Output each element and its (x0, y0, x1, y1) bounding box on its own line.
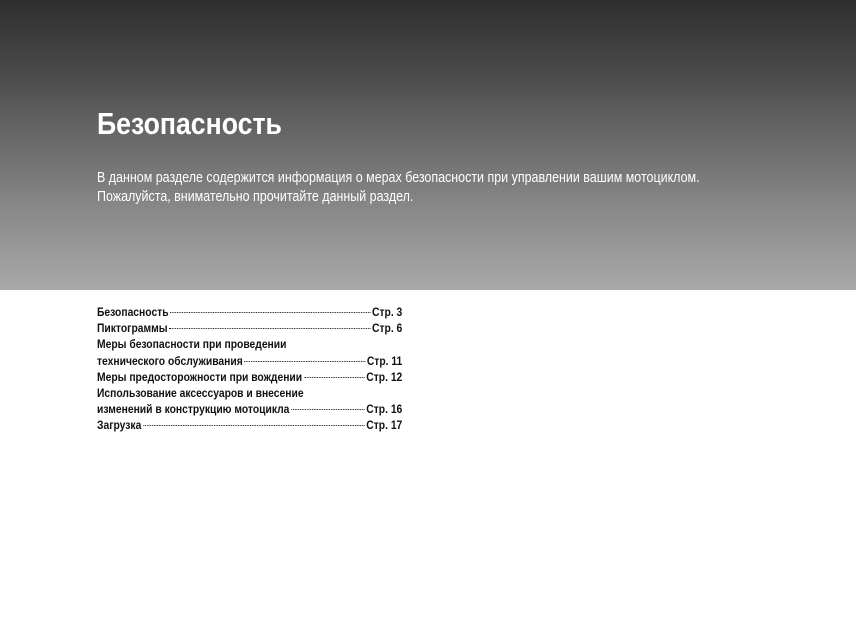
section-title: Безопасность (97, 106, 282, 141)
dot-leader (244, 361, 365, 362)
toc-entry-maintenance[interactable] (97, 353, 402, 369)
toc-entry-accessories[interactable] (97, 401, 402, 417)
table-of-contents (97, 304, 402, 434)
toc-page-ref: Стр. 17 (366, 418, 403, 433)
toc-entry-maintenance-line1[interactable]: Меры безопасности при проведении (97, 337, 287, 352)
toc-entry-label: Меры предосторожности при вождении (97, 369, 303, 384)
toc-page-ref: Стр. 3 (372, 305, 403, 319)
intro-line: В данном разделе содержится информация о мерах безопасности при управлении вашим мотоциклом. (97, 170, 700, 186)
dot-leader (304, 377, 365, 378)
toc-page-ref: Стр. 6 (372, 321, 403, 336)
toc-entry-label: Загрузка (97, 418, 142, 433)
intro-line: Пожалуйста, внимательно прочитайте данный раздел. (97, 189, 414, 205)
toc-entry-safety[interactable] (97, 304, 402, 320)
dot-leader (291, 409, 364, 410)
section-header-band (0, 0, 856, 290)
dot-leader (170, 312, 370, 313)
toc-page-ref: Стр. 16 (366, 402, 403, 417)
toc-entry-label: изменений в конструкцию мотоцикла (97, 402, 290, 417)
toc-entry-loading[interactable] (97, 417, 402, 433)
toc-entry-label: Пиктограммы (97, 321, 168, 336)
toc-entry-riding-precautions[interactable] (97, 369, 402, 385)
toc-page-ref: Стр. 11 (366, 353, 403, 368)
dot-leader (143, 425, 365, 426)
section-intro (97, 169, 700, 207)
dot-leader (169, 328, 370, 329)
toc-page-ref: Стр. 12 (366, 369, 403, 384)
toc-entry-label: технического обслуживания (97, 353, 243, 368)
toc-entry-pictograms[interactable] (97, 320, 402, 336)
toc-entry-label: Безопасность (97, 305, 169, 319)
toc-entry-accessories-line1[interactable]: Использование аксессуаров и внесение (97, 386, 304, 401)
